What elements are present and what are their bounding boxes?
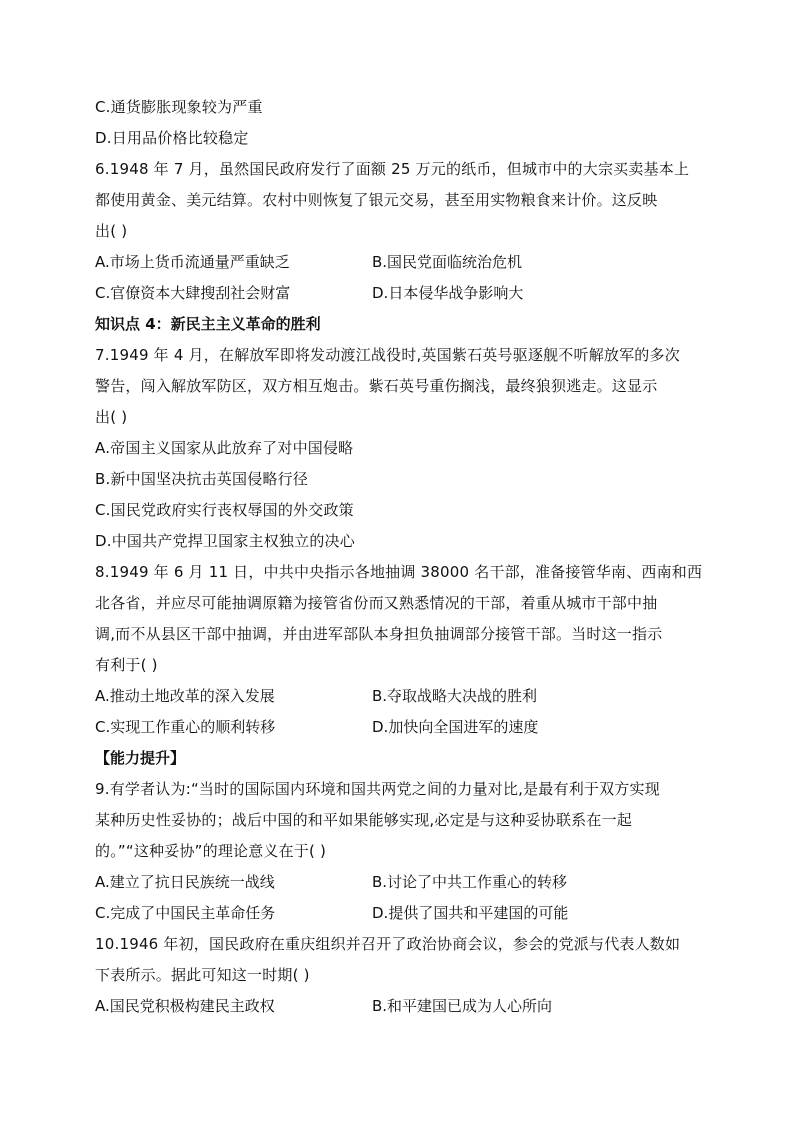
- question-9-line-3: 的。”“这种妥协”的理论意义在于( ): [95, 842, 327, 860]
- question-10-line-2: 下表所示。据此可知这一时期( ): [95, 966, 310, 984]
- exam-page: [95, 92, 705, 1022]
- question-8-line-3: 调,而不从县区干部中抽调，并由进军部队本身担负抽调部分接管干部。当时这一指示: [95, 625, 663, 643]
- question-6-options-row-1: [95, 247, 705, 278]
- question-9-options-row-1: [95, 867, 705, 898]
- question-6-line-3: 出( ): [95, 222, 128, 240]
- question-6-line-2: 都使用黄金、美元结算。农村中则恢复了银元交易，甚至用实物粮食来计价。这反映: [95, 191, 658, 209]
- question-6-option-b: B.国民党面临统治危机: [372, 253, 523, 271]
- question-10-option-b: B.和平建国已成为人心所向: [372, 997, 553, 1015]
- question-9-option-a: A.建立了抗日民族统一战线: [95, 873, 275, 891]
- question-7-option-d: D.中国共产党捍卫国家主权独立的决心: [95, 532, 355, 550]
- question-7-option-b: B.新中国坚决抗击英国侵略行径: [95, 470, 309, 488]
- question-8-line-4: 有利于( ): [95, 656, 158, 674]
- question-9-option-b: B.讨论了中共工作重心的转移: [372, 873, 568, 891]
- question-9: [95, 774, 705, 929]
- question-9-option-d: D.提供了国共和平建国的可能: [372, 904, 569, 922]
- question-7-option-a: A.帝国主义国家从此放弃了对中国侵略: [95, 439, 354, 457]
- prev-option-c: C.通货膨胀现象较为严重: [95, 98, 263, 116]
- question-9-options-row-2: [95, 898, 705, 929]
- question-8-option-a: A.推动土地改革的深入发展: [95, 687, 275, 705]
- question-10-options-row-1: [95, 991, 705, 1022]
- question-9-line-2: 某种历史性妥协的；战后中国的和平如果能够实现,必定是与这种妥协联系在一起: [95, 811, 632, 829]
- question-8-line-2: 北各省，并应尽可能抽调原籍为接管省份而又熟悉情况的干部，着重从城市干部中抽: [95, 594, 658, 612]
- question-6-options-row-2: [95, 278, 705, 309]
- question-10: [95, 929, 705, 1022]
- question-8-options-row-2: [95, 712, 705, 743]
- question-8-option-d: D.加快向全国进军的速度: [372, 718, 539, 736]
- question-6: [95, 154, 705, 309]
- question-8-option-b: B.夺取战略大决战的胜利: [372, 687, 538, 705]
- section-heading-ability: 【能力提升】: [95, 749, 186, 767]
- question-10-line-1: 10.1946 年初，国民政府在重庆组织并召开了政治协商会议，参会的党派与代表人数如: [95, 935, 681, 953]
- question-7-line-1: 7.1949 年 4 月，在解放军即将发动渡江战役时,英国紫石英号驱逐舰不听解放军的多次: [95, 346, 680, 364]
- question-7-line-2: 警告，闯入解放军防区，双方相互炮击。紫石英号重伤搁浅，最终狼狈逃走。这显示: [95, 377, 658, 395]
- question-7-option-c: C.国民党政府实行丧权辱国的外交政策: [95, 501, 354, 519]
- question-8: [95, 557, 705, 743]
- question-6-option-d: D.日本侵华战争影响大: [372, 284, 524, 302]
- question-8-line-1: 8.1949 年 6 月 11 日，中共中央指示各地抽调 38000 名干部，准备接管华南、西南和西: [95, 563, 703, 581]
- question-6-option-a: A.市场上货币流通量严重缺乏: [95, 253, 290, 271]
- section-heading-knowledge-point-4: 知识点 4：新民主主义革命的胜利: [95, 315, 321, 333]
- question-8-option-c: C.实现工作重心的顺利转移: [95, 718, 276, 736]
- question-6-option-c: C.官僚资本大肆搜刮社会财富: [95, 284, 291, 302]
- question-9-option-c: C.完成了中国民主革命任务: [95, 904, 276, 922]
- question-10-option-a: A.国民党积极构建民主政权: [95, 997, 275, 1015]
- question-8-options-row-1: [95, 681, 705, 712]
- question-6-line-1: 6.1948 年 7 月，虽然国民政府发行了面额 25 万元的纸币，但城市中的大宗买卖基本上: [95, 160, 690, 178]
- prev-option-d: D.日用品价格比较稳定: [95, 129, 249, 147]
- question-9-line-1: 9.有学者认为:“当时的国际国内环境和国共两党之间的力量对比,是最有利于双方实现: [95, 780, 660, 798]
- question-7: [95, 340, 705, 557]
- question-7-line-3: 出( ): [95, 408, 128, 426]
